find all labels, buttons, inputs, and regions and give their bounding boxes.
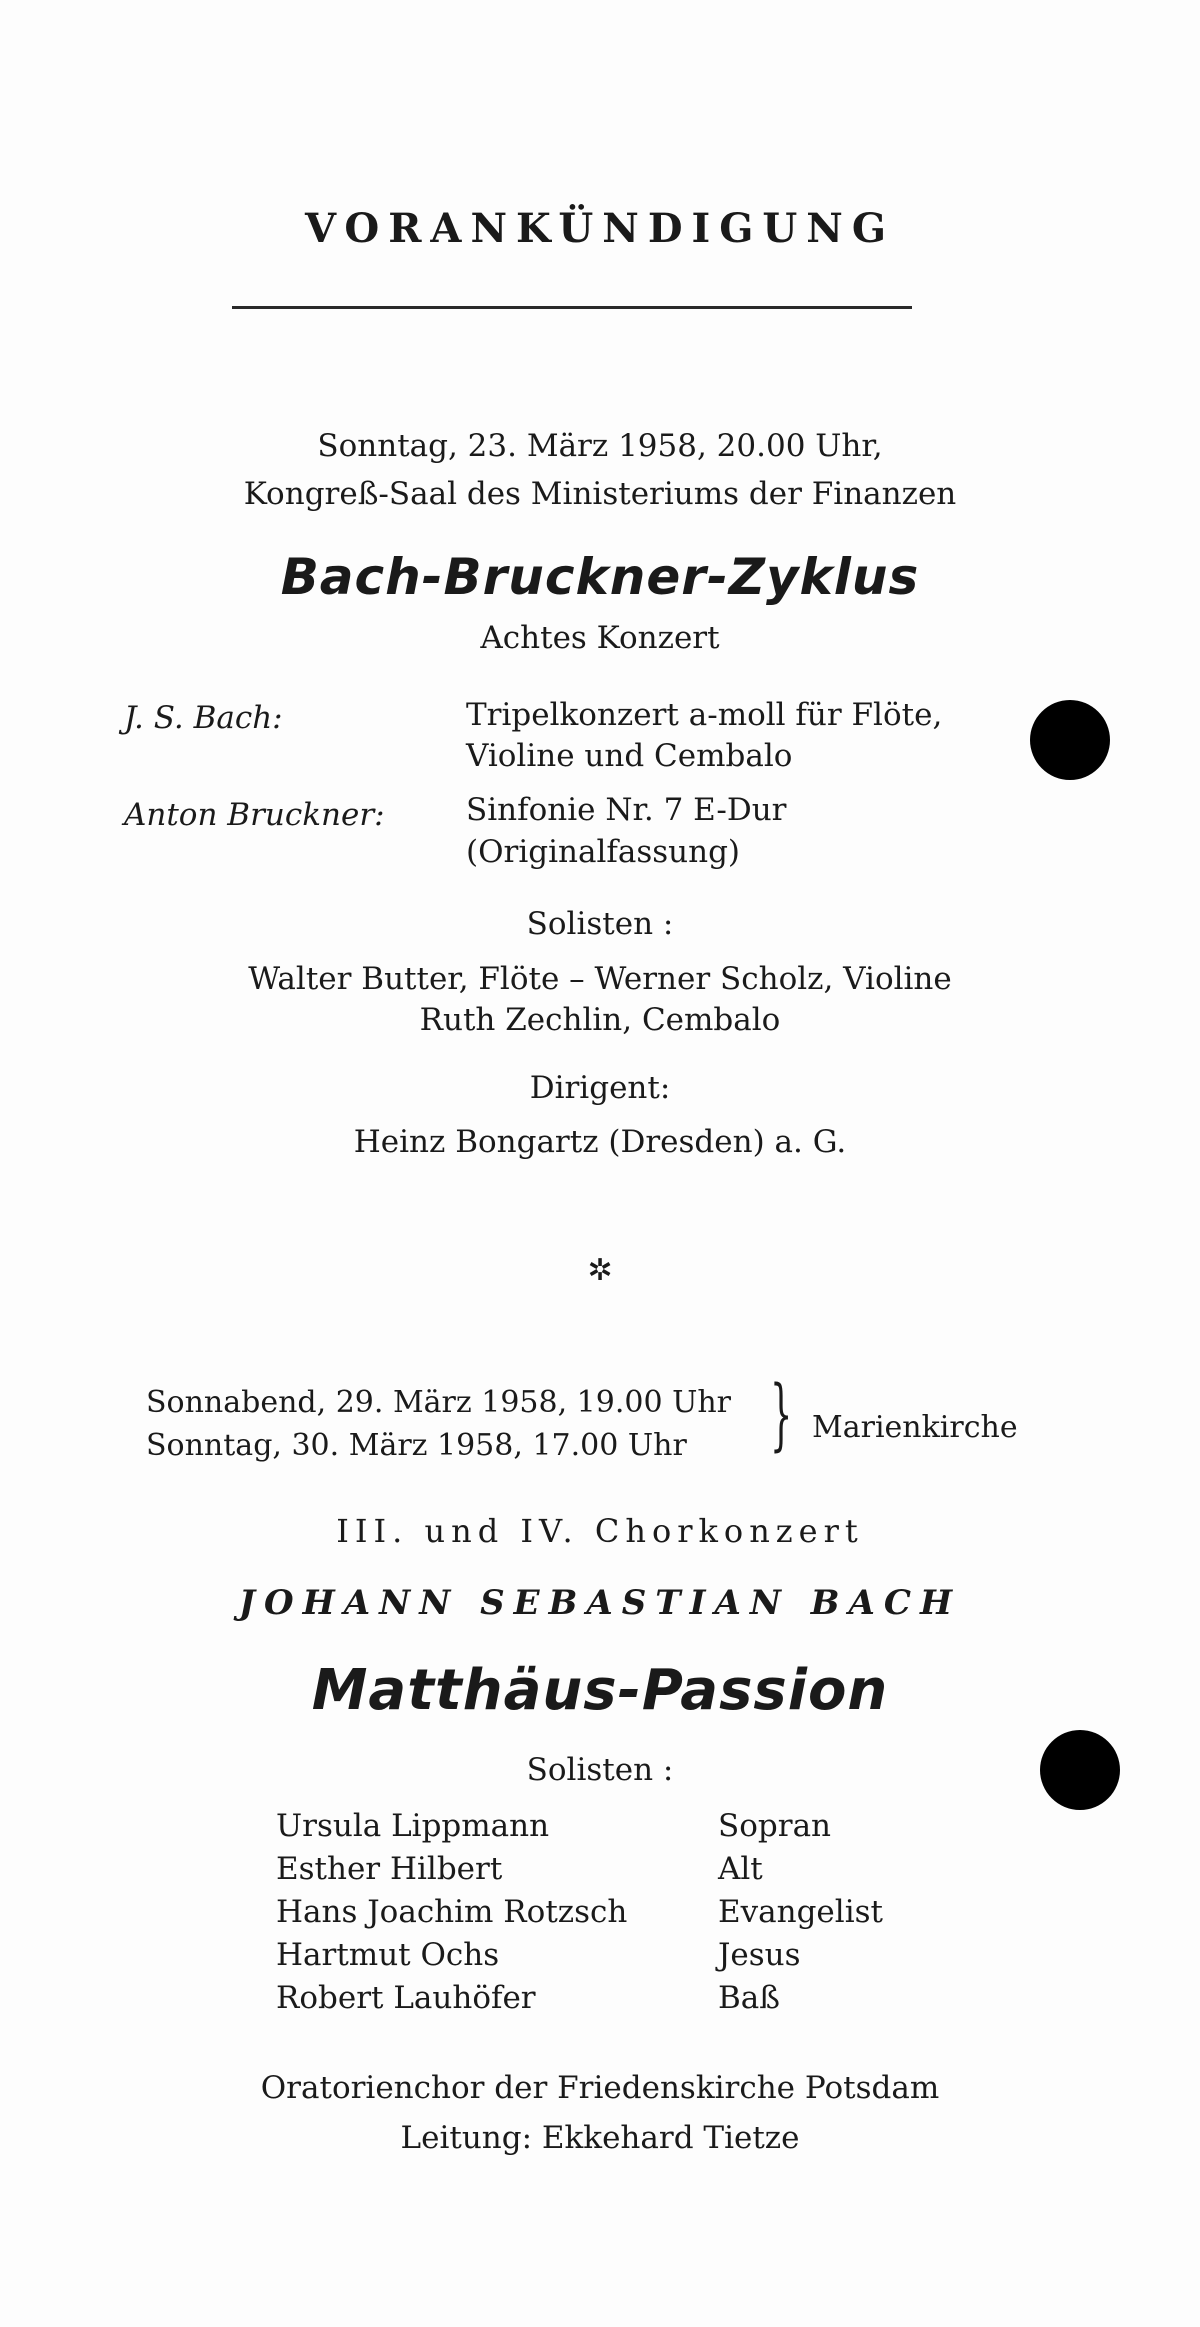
concert2-work-title: Matthäus-Passion xyxy=(311,1658,889,1723)
work-bach-line2: Violine und Cembalo xyxy=(466,738,793,774)
work-bach-line1: Tripelkonzert a-moll für Flöte, xyxy=(466,697,943,733)
concert1-soloists-line1: Walter Butter, Flöte – Werner Scholz, Violine xyxy=(248,961,952,997)
section-separator: ✲ xyxy=(587,1253,613,1288)
composer-bruckner: Anton Bruckner: xyxy=(124,797,385,833)
soloist-role: Baß xyxy=(718,1980,780,2016)
soloist-name: Robert Lauhöfer xyxy=(276,1980,536,2016)
conductor-name: Heinz Bongartz (Dresden) a. G. xyxy=(353,1124,847,1160)
concert2-date2: Sonntag, 30. März 1958, 17.00 Uhr xyxy=(146,1428,687,1463)
soloist-role: Sopran xyxy=(718,1808,832,1844)
soloist-name: Hartmut Ochs xyxy=(276,1937,500,1973)
work-bruckner-line2: (Originalfassung) xyxy=(466,834,741,870)
soloist-name: Ursula Lippmann xyxy=(276,1808,550,1844)
work-bruckner-line1: Sinfonie Nr. 7 E-Dur xyxy=(466,792,787,828)
composer-bach: J. S. Bach: xyxy=(124,700,283,736)
soloist-role: Alt xyxy=(718,1851,763,1887)
concert2-composer: JOHANN SEBASTIAN BACH xyxy=(238,1583,962,1623)
punch-hole-top xyxy=(1030,700,1110,780)
choir-director: Leitung: Ekkehard Tietze xyxy=(400,2120,800,2156)
conductor-label: Dirigent: xyxy=(529,1070,671,1106)
soloist-name: Esther Hilbert xyxy=(276,1851,503,1887)
concert2-series: III. und IV. Chorkonzert xyxy=(336,1512,864,1550)
concert2-soloists-label: Solisten : xyxy=(526,1752,674,1788)
concert1-date: Sonntag, 23. März 1958, 20.00 Uhr, xyxy=(317,428,883,464)
punch-hole-bottom xyxy=(1040,1730,1120,1810)
title-divider xyxy=(232,306,912,309)
page-title: VORANKÜNDIGUNG xyxy=(305,205,895,252)
choir-name: Oratorienchor der Friedenskirche Potsdam xyxy=(260,2070,940,2106)
concert1-cycle-title: Bach-Bruckner-Zyklus xyxy=(280,548,920,606)
concert2-date1: Sonnabend, 29. März 1958, 19.00 Uhr xyxy=(146,1385,732,1420)
concert1-venue: Kongreß-Saal des Ministeriums der Finanzen xyxy=(243,476,957,512)
concert1-soloists-line2: Ruth Zechlin, Cembalo xyxy=(419,1002,781,1038)
soloist-name: Hans Joachim Rotzsch xyxy=(276,1894,628,1930)
concert1-subtitle: Achtes Konzert xyxy=(480,620,720,656)
soloist-role: Jesus xyxy=(718,1937,801,1973)
concert2-venue: Marienkirche xyxy=(812,1410,1018,1445)
concert1-soloists-label: Solisten : xyxy=(526,906,674,942)
soloist-role: Evangelist xyxy=(718,1894,883,1930)
date-brace: } xyxy=(770,1370,793,1460)
